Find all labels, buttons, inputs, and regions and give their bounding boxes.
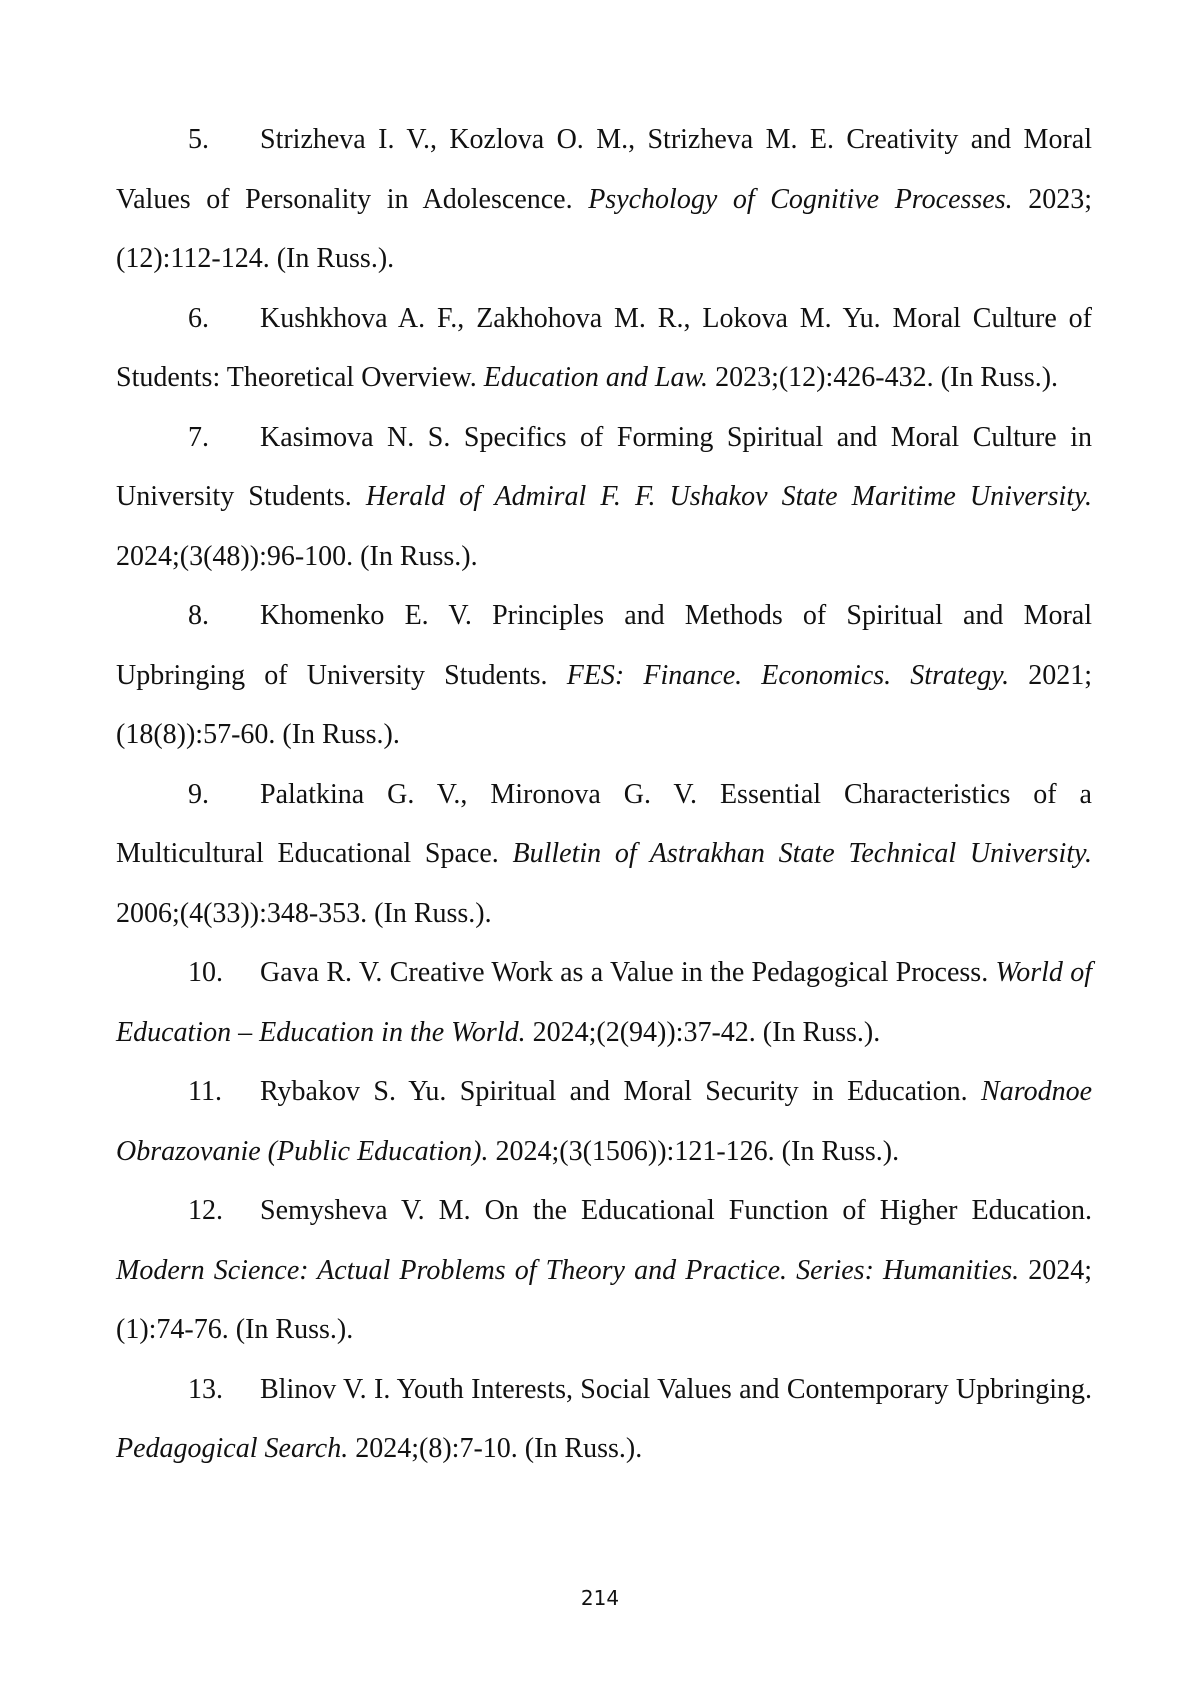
- reference-journal: Psychology of Cognitive Processes.: [588, 183, 1013, 215]
- reference-details: 2021;(18(8)):57-60. (In Russ.).: [116, 659, 1093, 750]
- reference-journal: Herald of Admiral F. F. Ushakov State Maritime University.: [365, 481, 1092, 512]
- reference-text: Khomenko E. V. Principles and Methods of Spiritual and Moral Upbringing of University Students.: [116, 600, 1092, 691]
- reference-journal: Modern Science: Actual Problems of Theory and Practice. Series: Humanities.: [116, 1254, 1020, 1286]
- reference-details: 2024;(3(1506)):121-126. (In Russ.).: [488, 1135, 900, 1167]
- reference-text: Gava R. V. Creative Work as a Value in the Pedagogical Process.: [260, 957, 996, 988]
- reference-text: Blinov V. I. Youth Interests, Social Values and Contemporary Upbringing.: [260, 1373, 1092, 1405]
- reference-number: 7.: [188, 421, 209, 453]
- page-number: 214: [580, 1586, 620, 1610]
- reference-number: 13.: [188, 1373, 223, 1405]
- reference-number: 6.: [188, 302, 209, 334]
- reference-text: Kasimova N. S. Specifics of Forming Spiritual and Moral Culture in University Students.: [116, 421, 1092, 512]
- reference-details: 2024;(3(48)):96-100. (In Russ.).: [116, 540, 478, 572]
- reference-details: 2024;(8):7-10. (In Russ.).: [348, 1433, 643, 1464]
- reference-item: [116, 586, 1092, 765]
- reference-number: 12.: [188, 1195, 223, 1226]
- reference-journal: World of Education – Education in the World.: [116, 957, 1092, 1048]
- reference-item: [116, 110, 1092, 289]
- reference-text: Rybakov S. Yu. Spiritual and Moral Security in Education.: [260, 1076, 982, 1107]
- reference-item: [116, 765, 1092, 944]
- reference-details: 2006;(4(33)):348-353. (In Russ.).: [116, 897, 492, 929]
- reference-journal: Narodnoe Obrazovanie (Public Education).: [116, 1076, 1092, 1167]
- reference-details: 2024;(2(94)):37-42. (In Russ.).: [525, 1016, 881, 1048]
- reference-number: 9.: [188, 778, 209, 810]
- reference-list: [116, 110, 1092, 1479]
- reference-item: [116, 408, 1092, 587]
- reference-details: 2024;(1):74-76. (In Russ.).: [116, 1254, 1092, 1345]
- reference-journal: Education and Law.: [483, 362, 709, 393]
- reference-details: 2023;(12):426-432. (In Russ.).: [708, 362, 1059, 393]
- reference-text: Kushkhova A. F., Zakhohova M. R., Lokova M. Yu. Moral Culture of Students: Theoretical Overview.: [116, 302, 1092, 393]
- reference-item: [116, 943, 1092, 1062]
- reference-number: 5.: [188, 124, 209, 155]
- reference-text: Strizheva I. V., Kozlova O. M., Strizheva M. E. Creativity and Moral Values of Personality in Adolescence.: [116, 124, 1092, 215]
- reference-journal: FES: Finance. Economics. Strategy.: [566, 659, 1010, 691]
- reference-number: 11.: [188, 1076, 222, 1107]
- reference-item: [116, 1360, 1092, 1479]
- reference-number: 10.: [188, 957, 223, 988]
- reference-item: [116, 289, 1092, 408]
- reference-item: [116, 1062, 1092, 1181]
- reference-number: 8.: [188, 600, 209, 631]
- reference-journal: Pedagogical Search.: [116, 1433, 349, 1464]
- reference-details: 2023;(12):112-124. (In Russ.).: [116, 183, 1092, 274]
- reference-item: [116, 1181, 1092, 1360]
- reference-text: Palatkina G. V., Mironova G. V. Essential Characteristics of a Multicultural Educational Space.: [116, 778, 1092, 869]
- reference-text: Semysheva V. M. On the Educational Function of Higher Education.: [260, 1195, 1092, 1226]
- reference-journal: Bulletin of Astrakhan State Technical University.: [512, 838, 1092, 869]
